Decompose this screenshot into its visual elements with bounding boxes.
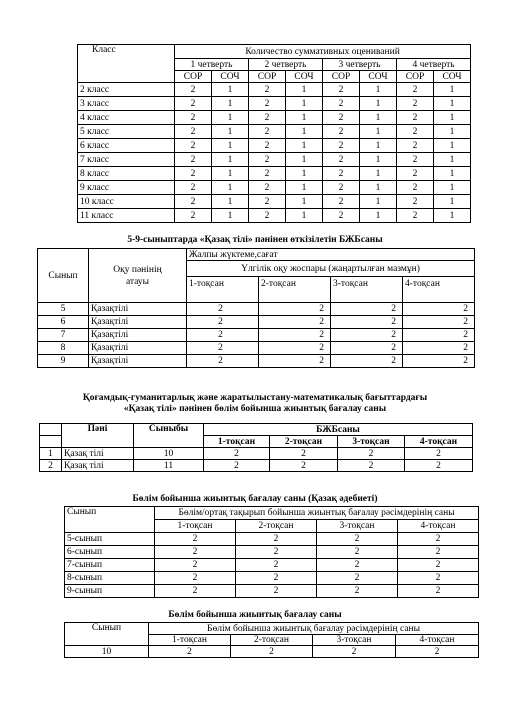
header-quarter-1: 1-тоқсан	[149, 635, 231, 646]
value-cell: 2	[323, 153, 360, 167]
header-class: Сыныбы	[134, 424, 204, 448]
value-cell: 2	[236, 533, 317, 546]
value-cell: 1	[434, 181, 471, 195]
value-cell: 2	[317, 546, 398, 559]
table-row	[38, 303, 475, 316]
value-cell: 2	[249, 153, 286, 167]
value-cell: 2	[323, 181, 360, 195]
header-class: Сынып	[38, 249, 89, 303]
table-row	[78, 97, 471, 111]
value-cell: 2	[323, 111, 360, 125]
value-cell: 1	[360, 139, 397, 153]
table-row	[40, 460, 473, 472]
value-cell: 2	[397, 167, 434, 181]
value-cell: 2	[398, 585, 479, 598]
value-cell: 1	[360, 153, 397, 167]
bjb-count-table-10-11	[39, 423, 473, 472]
table-body	[38, 303, 475, 368]
value-cell: 2	[155, 572, 236, 585]
value-cell: 2	[331, 316, 403, 329]
value-cell: 2	[331, 303, 403, 316]
value-cell: 2	[270, 448, 338, 460]
table-row	[78, 181, 471, 195]
value-cell: 1	[212, 181, 249, 195]
value-cell: 2	[249, 97, 286, 111]
table-row	[78, 83, 471, 97]
row-label: 7 класс	[78, 153, 175, 167]
value-cell: 2	[175, 181, 212, 195]
value-cell: 1	[212, 97, 249, 111]
value-cell: 2	[317, 572, 398, 585]
value-cell: 2	[338, 448, 405, 460]
value-cell: 1	[360, 83, 397, 97]
row-class: 6-сынып	[65, 546, 155, 559]
value-cell: 2	[259, 316, 331, 329]
value-cell: 2	[323, 167, 360, 181]
value-cell: 2	[403, 329, 475, 342]
row-subject: Қазақтілі	[89, 303, 187, 316]
value-cell: 2	[249, 111, 286, 125]
row-label: 10 класс	[78, 195, 175, 209]
value-cell: 2	[175, 139, 212, 153]
value-cell: 1	[434, 125, 471, 139]
header-class: Сынып	[65, 623, 149, 646]
value-cell: 1	[286, 125, 323, 139]
header-number-blank	[40, 436, 62, 448]
value-cell: 2	[236, 546, 317, 559]
value-cell: 1	[286, 209, 323, 223]
table-row	[65, 585, 479, 598]
row-label: 2 класс	[78, 83, 175, 97]
value-cell: 1	[434, 111, 471, 125]
table-row	[78, 167, 471, 181]
row-label: 6 класс	[78, 139, 175, 153]
header-section-procedures: Бөлім бойынша жиынтық бағалау рәсімдерінің саны	[149, 623, 479, 635]
value-cell: 1	[212, 195, 249, 209]
table-body	[40, 448, 473, 472]
value-cell: 2	[249, 181, 286, 195]
row-subject: Қазақтілі	[89, 342, 187, 355]
table-row	[38, 316, 475, 329]
value-cell: 1	[212, 153, 249, 167]
value-cell: 2	[396, 646, 479, 658]
value-cell: 2	[331, 355, 403, 368]
value-cell: 2	[398, 572, 479, 585]
value-cell: 2	[323, 83, 360, 97]
table-row	[40, 448, 473, 460]
value-cell: 2	[249, 195, 286, 209]
row-class: 9	[38, 355, 89, 368]
value-cell: 2	[155, 533, 236, 546]
row-subject: Қазақ тілі	[62, 460, 134, 472]
header-soch: СОЧ	[212, 71, 249, 83]
value-cell: 2	[313, 646, 396, 658]
table-row	[38, 329, 475, 342]
value-cell: 1	[360, 125, 397, 139]
value-cell: 2	[398, 533, 479, 546]
header-quarter-1: 1-тоқсан	[187, 277, 259, 303]
row-label: 8 класс	[78, 167, 175, 181]
value-cell: 2	[405, 460, 473, 472]
table-row	[65, 559, 479, 572]
value-cell: 1	[212, 167, 249, 181]
value-cell: 1	[286, 111, 323, 125]
header-class: Класс	[78, 45, 175, 83]
header-quarter-1: 1 четверть	[175, 59, 249, 71]
header-quarter-2: 2-тоқсан	[231, 635, 313, 646]
table-row	[78, 139, 471, 153]
value-cell: 2	[249, 209, 286, 223]
header-soch: СОЧ	[434, 71, 471, 83]
value-cell: 1	[286, 181, 323, 195]
value-cell: 1	[286, 97, 323, 111]
value-cell: 1	[286, 167, 323, 181]
value-cell: 1	[360, 167, 397, 181]
row-class: 10	[65, 646, 149, 658]
value-cell: 2	[249, 83, 286, 97]
value-cell: 2	[259, 355, 331, 368]
value-cell: 1	[434, 83, 471, 97]
table2-title: 5-9-сыныптарда «Қазақ тілі» пәнінен өткізілетін БЖБсаны	[127, 235, 383, 245]
value-cell: 2	[236, 585, 317, 598]
header-model-plan: Үлгілік оқу жоспары (жаңартылған мазмұн)	[187, 261, 475, 277]
value-cell: 1	[434, 167, 471, 181]
value-cell: 2	[175, 83, 212, 97]
value-cell: 2	[317, 559, 398, 572]
value-cell: 2	[175, 209, 212, 223]
table-row	[38, 355, 475, 368]
table-row	[78, 125, 471, 139]
row-number: 1	[40, 448, 62, 460]
table4-title: Бөлім бойынша жиынтық бағалау саны (Қазақ әдебиеті)	[132, 494, 378, 504]
value-cell: 2	[155, 585, 236, 598]
value-cell: 2	[249, 125, 286, 139]
value-cell: 1	[212, 83, 249, 97]
header-total-load: Жалпы жүктеме,сағат	[187, 249, 475, 261]
header-soch: СОЧ	[286, 71, 323, 83]
header-quarter-4: 4-тоқсан	[405, 436, 473, 448]
row-subject: Қазақтілі	[89, 329, 187, 342]
table-body	[65, 646, 479, 658]
value-cell: 2	[175, 195, 212, 209]
header-quarter-2: 2-тоқсан	[259, 277, 331, 303]
value-cell: 1	[434, 97, 471, 111]
row-subject: Қазақ тілі	[62, 448, 134, 460]
value-cell: 2	[403, 316, 475, 329]
value-cell: 1	[360, 181, 397, 195]
value-cell: 2	[187, 303, 259, 316]
value-cell: 2	[236, 572, 317, 585]
value-cell: 2	[175, 167, 212, 181]
value-cell: 1	[360, 209, 397, 223]
table-row	[78, 209, 471, 223]
table3-title-line2: «Қазақ тілі» пәнінен бөлім бойынша жиынтық бағалау саны	[123, 404, 387, 414]
table-row	[78, 195, 471, 209]
value-cell: 2	[155, 546, 236, 559]
header-sor: СОР	[323, 71, 360, 83]
value-cell: 2	[397, 83, 434, 97]
value-cell: 1	[212, 139, 249, 153]
value-cell: 2	[175, 97, 212, 111]
value-cell: 2	[403, 342, 475, 355]
header-summative-procedures: Бөлім/ортақ тақырып бойынша жиынтық бағалау рәсімдерінің саны	[155, 507, 479, 520]
header-subject: Пәні	[62, 424, 134, 448]
table-row	[65, 546, 479, 559]
row-class: 8-сынып	[65, 572, 155, 585]
value-cell: 2	[175, 125, 212, 139]
value-cell: 2	[249, 167, 286, 181]
header-soch: СОЧ	[360, 71, 397, 83]
table5-title: Бөлім бойынша жиынтық бағалау саны	[168, 610, 342, 620]
value-cell: 1	[434, 195, 471, 209]
summative-count-table-ru	[77, 44, 471, 223]
value-cell: 2	[175, 153, 212, 167]
value-cell: 1	[286, 153, 323, 167]
value-cell: 1	[360, 195, 397, 209]
row-class: 6	[38, 316, 89, 329]
header-quarter-2: 2-тоқсан	[270, 436, 338, 448]
row-class: 11	[134, 460, 204, 472]
bjb-count-table-5-9	[37, 248, 475, 368]
value-cell: 1	[434, 209, 471, 223]
value-cell: 2	[187, 342, 259, 355]
header-quarter-3: 3-тоқсан	[313, 635, 396, 646]
row-class: 7	[38, 329, 89, 342]
header-quarter-2: 2 четверть	[249, 59, 323, 71]
value-cell: 1	[286, 139, 323, 153]
value-cell: 1	[212, 111, 249, 125]
value-cell: 2	[338, 460, 405, 472]
row-label: 5 класс	[78, 125, 175, 139]
row-label: 4 класс	[78, 111, 175, 125]
value-cell: 2	[249, 139, 286, 153]
header-quarter-1: 1-тоқсан	[204, 436, 270, 448]
header-quarter-3: 3-тоқсан	[331, 277, 403, 303]
table-body	[78, 83, 471, 223]
value-cell: 2	[317, 533, 398, 546]
value-cell: 2	[397, 111, 434, 125]
header-quarter-4: 4-тоқсан	[403, 277, 475, 303]
value-cell: 2	[323, 195, 360, 209]
value-cell: 1	[212, 125, 249, 139]
header-summative-count: Количество суммативных оцениваний	[175, 45, 471, 59]
value-cell: 2	[397, 153, 434, 167]
value-cell: 2	[236, 559, 317, 572]
row-subject: Қазақтілі	[89, 316, 187, 329]
table-row	[38, 342, 475, 355]
row-label: 3 класс	[78, 97, 175, 111]
value-cell: 2	[331, 329, 403, 342]
row-class: 10	[134, 448, 204, 460]
header-quarter-4: 4-тоқсан	[396, 635, 479, 646]
value-cell: 2	[398, 546, 479, 559]
literature-summative-table	[64, 506, 479, 598]
value-cell: 2	[149, 646, 231, 658]
section-summative-table	[64, 622, 479, 658]
value-cell: 2	[231, 646, 313, 658]
value-cell: 2	[397, 181, 434, 195]
header-quarter-3: 3-тоқсан	[317, 520, 398, 533]
header-class: Сынып	[65, 507, 155, 533]
value-cell: 1	[286, 83, 323, 97]
header-subject-name: Оқу пәнінің атауы	[89, 249, 187, 303]
table-row	[78, 153, 471, 167]
header-quarter-2: 2-тоқсан	[236, 520, 317, 533]
value-cell: 2	[259, 342, 331, 355]
header-sor: СОР	[175, 71, 212, 83]
value-cell: 2	[204, 460, 270, 472]
value-cell: 2	[397, 139, 434, 153]
header-quarter-3: 3-тоқсан	[338, 436, 405, 448]
value-cell: 2	[187, 316, 259, 329]
table-body	[65, 533, 479, 598]
header-quarter-3: 3 четверть	[323, 59, 397, 71]
header-bjb-count: БЖБсаны	[204, 424, 473, 436]
row-number: 2	[40, 460, 62, 472]
value-cell: 2	[259, 329, 331, 342]
value-cell: 2	[405, 448, 473, 460]
table-row	[65, 646, 479, 658]
value-cell: 1	[212, 209, 249, 223]
header-sor: СОР	[249, 71, 286, 83]
row-subject: Қазақтілі	[89, 355, 187, 368]
value-cell: 2	[403, 303, 475, 316]
value-cell: 1	[360, 97, 397, 111]
value-cell: 2	[323, 139, 360, 153]
value-cell: 2	[323, 125, 360, 139]
value-cell: 2	[398, 559, 479, 572]
value-cell: 2	[187, 329, 259, 342]
value-cell: 1	[434, 153, 471, 167]
row-class: 8	[38, 342, 89, 355]
value-cell: 2	[175, 111, 212, 125]
value-cell: 2	[331, 342, 403, 355]
value-cell: 1	[286, 195, 323, 209]
value-cell: 2	[397, 125, 434, 139]
row-label: 11 класс	[78, 209, 175, 223]
value-cell: 2	[259, 303, 331, 316]
table-row	[65, 572, 479, 585]
row-class: 5-сынып	[65, 533, 155, 546]
value-cell: 2	[270, 460, 338, 472]
value-cell: 2	[397, 195, 434, 209]
value-cell: 2	[323, 209, 360, 223]
value-cell: 2	[187, 355, 259, 368]
row-label: 9 класс	[78, 181, 175, 195]
table3-title-line1: Қоғамдық-гуманитарлық және жаратылыстану-математикалық бағыттардағы	[82, 393, 428, 403]
row-class: 5	[38, 303, 89, 316]
table-row	[78, 111, 471, 125]
value-cell: 1	[360, 111, 397, 125]
header-quarter-4: 4 четверть	[397, 59, 471, 71]
table-row	[65, 533, 479, 546]
value-cell: 2	[204, 448, 270, 460]
value-cell: 2	[403, 355, 475, 368]
value-cell: 2	[317, 585, 398, 598]
value-cell: 2	[397, 209, 434, 223]
value-cell: 2	[323, 97, 360, 111]
row-class: 9-сынып	[65, 585, 155, 598]
value-cell: 2	[155, 559, 236, 572]
value-cell: 1	[434, 139, 471, 153]
row-class: 7-сынып	[65, 559, 155, 572]
value-cell: 2	[397, 97, 434, 111]
header-number	[40, 424, 62, 436]
header-quarter-4: 4-тоқсан	[398, 520, 479, 533]
header-quarter-1: 1-тоқсан	[155, 520, 236, 533]
header-sor: СОР	[397, 71, 434, 83]
